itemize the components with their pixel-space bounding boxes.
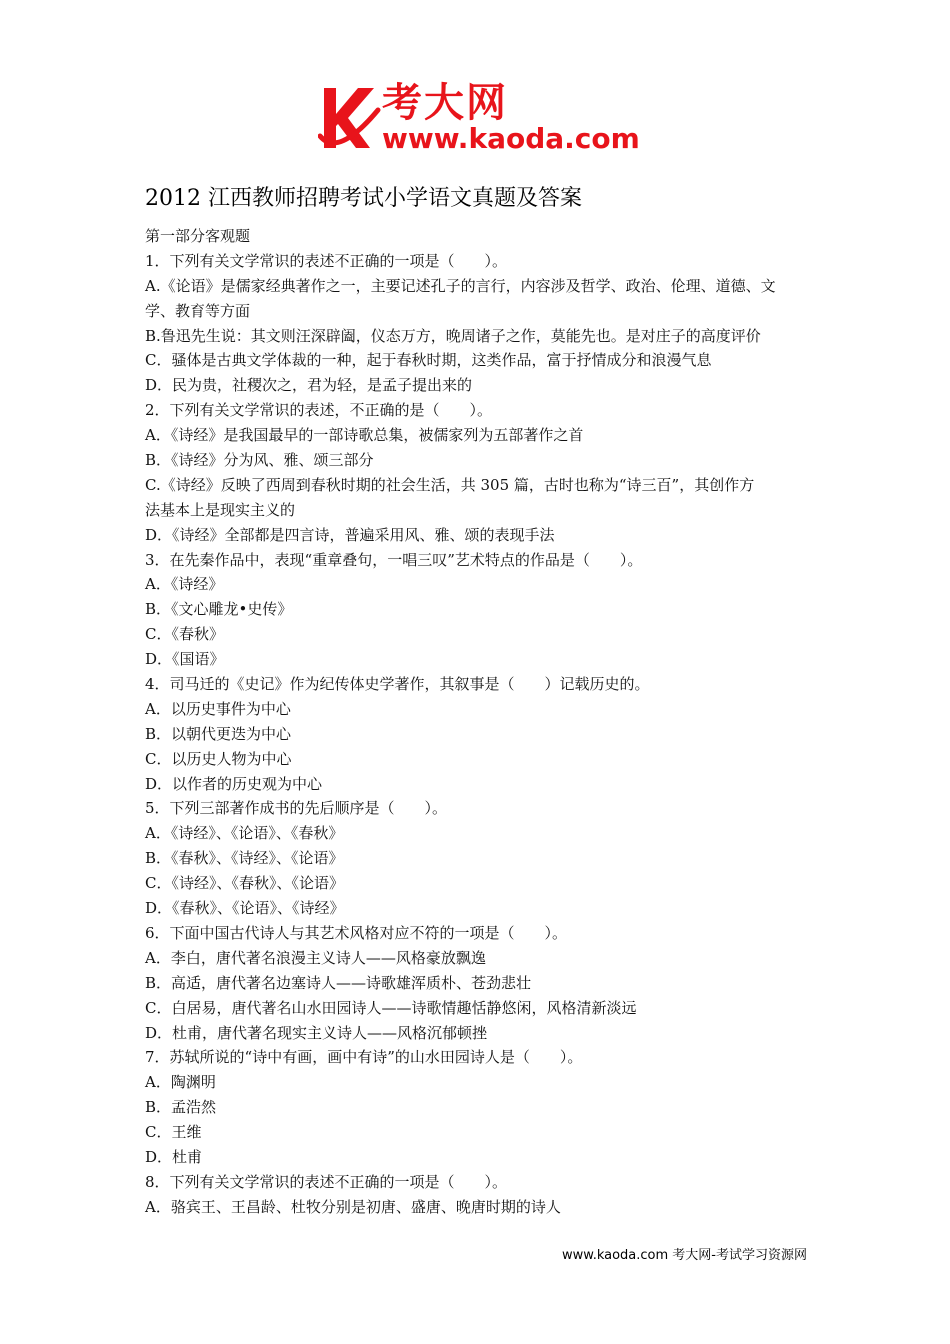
text-line: B．孟浩然 [145, 1098, 217, 1117]
text-line: 4．司马迁的《史记》作为纪传体史学著作，其叙事是（ ）记载历史的。 [145, 675, 650, 694]
text-line: 6．下面中国古代诗人与其艺术风格对应不符的一项是（ ）。 [145, 923, 568, 942]
logo-k-icon [318, 80, 382, 156]
text-line: C．《春秋》 [145, 625, 224, 644]
text-line: 第一部分客观题 [145, 227, 251, 245]
text-line: B．《文心雕龙•史传》 [145, 600, 293, 619]
document-body [145, 224, 810, 1220]
text-line: 7．苏轼所说的“诗中有画，画中有诗”的山水田园诗人是（ ）。 [145, 1048, 583, 1067]
text-line: C．骚体是古典文学体裁的一种，起于春秋时期，这类作品，富于抒情成分和浪漫气息 [145, 351, 712, 370]
site-logo [318, 80, 638, 156]
logo-url-text: www.kaoda.com [382, 122, 640, 155]
text-line: A．《诗经》是我国最早的一部诗歌总集，被儒家列为五部著作之首 [145, 426, 584, 445]
text-line: B．《诗经》分为风、雅、颂三部分 [145, 451, 374, 470]
text-line: A．李白，唐代著名浪漫主义诗人——风格豪放飘逸 [145, 948, 486, 967]
text-line: C.《诗经》反映了西周到春秋时期的社会生活，共 305 篇，古时也称为“诗三百”，其创作方 [145, 475, 755, 494]
text-line: A．《诗经》、《论语》、《春秋》 [145, 824, 344, 843]
text-line: 3．在先秦作品中，表现“重章叠句，一唱三叹”艺术特点的作品是（ ）。 [145, 550, 643, 569]
page-footer: www.kaoda.com 考大网-考试学习资源网 [562, 1248, 807, 1263]
text-line: 8．下列有关文学常识的表述不正确的一项是（ ）。 [145, 1172, 508, 1191]
text-line: C．白居易，唐代著名山水田园诗人——诗歌情趣恬静悠闲，风格清新淡远 [145, 998, 637, 1017]
text-line: C．《诗经》、《春秋》、《论语》 [145, 874, 344, 893]
text-line: D．《春秋》、《论语》、《诗经》 [145, 899, 345, 918]
document-title: 2012 江西教师招聘考试小学语文真题及答案 [145, 186, 582, 211]
text-line: D．《国语》 [145, 650, 225, 669]
text-line: C．王维 [145, 1123, 202, 1142]
text-line: A．《诗经》 [145, 575, 224, 594]
text-line: D．以作者的历史观为中心 [145, 774, 323, 793]
text-line: B．《春秋》、《诗经》、《论语》 [145, 849, 344, 868]
text-line: B．高适，唐代著名边塞诗人——诗歌雄浑质朴、苍劲悲壮 [145, 973, 532, 992]
text-line: B．以朝代更迭为中心 [145, 724, 292, 743]
text-line: A.《论语》是儒家经典著作之一，主要记述孔子的言行，内容涉及哲学、政治、伦理、道德、文 [145, 276, 776, 295]
text-line: A．骆宾王、王昌龄、杜牧分别是初唐、盛唐、晚唐时期的诗人 [145, 1197, 561, 1216]
text-line: C．以历史人物为中心 [145, 749, 292, 768]
logo-brand-text: 考大网 [382, 80, 508, 126]
text-line: D．杜甫 [145, 1147, 203, 1166]
text-line: 2．下列有关文学常识的表述，不正确的是（ ）。 [145, 401, 493, 420]
text-line: A．陶渊明 [145, 1073, 216, 1092]
text-line: B.鲁迅先生说：其文则汪深辟阖，仪态万方，晚周诸子之作，莫能先也。是对庄子的高度评价 [145, 326, 761, 345]
text-line: D．民为贵，社稷次之，君为轻，是孟子提出来的 [145, 376, 473, 395]
text-line: A．以历史事件为中心 [145, 699, 291, 718]
text-line: 学、教育等方面 [145, 301, 251, 320]
text-line: 1．下列有关文学常识的表述不正确的一项是（ ）。 [145, 251, 508, 270]
text-line: D．杜甫，唐代著名现实主义诗人——风格沉郁顿挫 [145, 1023, 488, 1042]
text-line: D．《诗经》全部都是四言诗，普遍采用风、雅、颂的表现手法 [145, 525, 555, 544]
text-line: 法基本上是现实主义的 [145, 500, 296, 519]
text-line: 5．下列三部著作成书的先后顺序是（ ）。 [145, 799, 448, 818]
